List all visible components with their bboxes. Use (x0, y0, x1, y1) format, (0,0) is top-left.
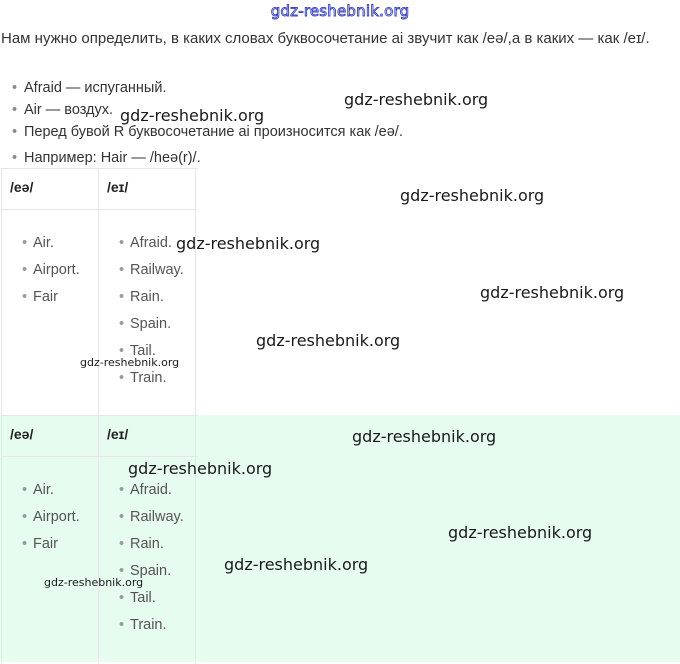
watermark: gdz-reshebnik.org (256, 331, 401, 350)
list-item: • Afraid — испуганный. (12, 77, 403, 99)
intro-paragraph: Нам нужно определить, в каких словах буквосочетание ai звучит как /eə/,а в каких — как /eɪ/. (1, 30, 650, 47)
watermark: gdz-reshebnik.org (44, 576, 144, 589)
word-item: • Air. (22, 230, 98, 257)
table-header-row (2, 415, 198, 457)
word-item: • Airport. (22, 257, 98, 284)
word-item: • Tail. (119, 338, 195, 365)
watermark: gdz-reshebnik.org (176, 234, 321, 253)
word-item: • Fair (22, 284, 98, 311)
list-item: • Перед бувой R буквосочетание ai произносится как /eə/. (12, 121, 403, 143)
phoneme-table (1, 168, 198, 416)
word-item: • Train. (119, 612, 195, 639)
table-row (2, 457, 198, 664)
watermark: gdz-reshebnik.org (80, 356, 180, 369)
header-ea: /eə/ (2, 416, 99, 456)
watermark: gdz-reshebnik.org (224, 555, 369, 574)
watermark: gdz-reshebnik.org (480, 283, 625, 302)
word-item: • Rain. (119, 531, 195, 558)
word-item: • Afraid. (119, 477, 195, 504)
word-item: • Airport. (22, 504, 98, 531)
table-row (2, 210, 198, 416)
header-ei: /eɪ/ (99, 169, 196, 209)
word-item: • Air. (22, 477, 98, 504)
word-item: • Train. (119, 365, 195, 392)
watermark: gdz-reshebnik.org (120, 106, 265, 125)
word-item: • Fair (22, 531, 98, 558)
header-ei: /eɪ/ (99, 416, 196, 456)
watermark: gdz-reshebnik.org (448, 523, 593, 542)
word-item: • Afraid. (119, 230, 195, 257)
watermark: gdz-reshebnik.org (352, 427, 497, 446)
phoneme-table-duplicate (1, 415, 198, 664)
word-item: • Railway. (119, 257, 195, 284)
list-item: • Например: Hair — /heə(r)/. (12, 147, 403, 169)
watermark: gdz-reshebnik.org (344, 90, 489, 109)
word-item: • Rain. (119, 284, 195, 311)
site-logo[interactable]: gdz-reshebnik.org (270, 2, 410, 20)
word-item: • Tail. (119, 585, 195, 612)
word-item: • Spain. (119, 558, 195, 585)
header-ea: /eə/ (2, 169, 99, 209)
word-item: • Railway. (119, 504, 195, 531)
table-header-row (2, 168, 198, 210)
watermark: gdz-reshebnik.org (400, 186, 545, 205)
column-ea-cell (2, 210, 99, 416)
column-ei-cell (99, 457, 196, 664)
word-item: • Spain. (119, 311, 195, 338)
column-ea-cell (2, 457, 99, 664)
watermark: gdz-reshebnik.org (128, 459, 273, 478)
list-item: • Air — воздух. (12, 99, 403, 121)
